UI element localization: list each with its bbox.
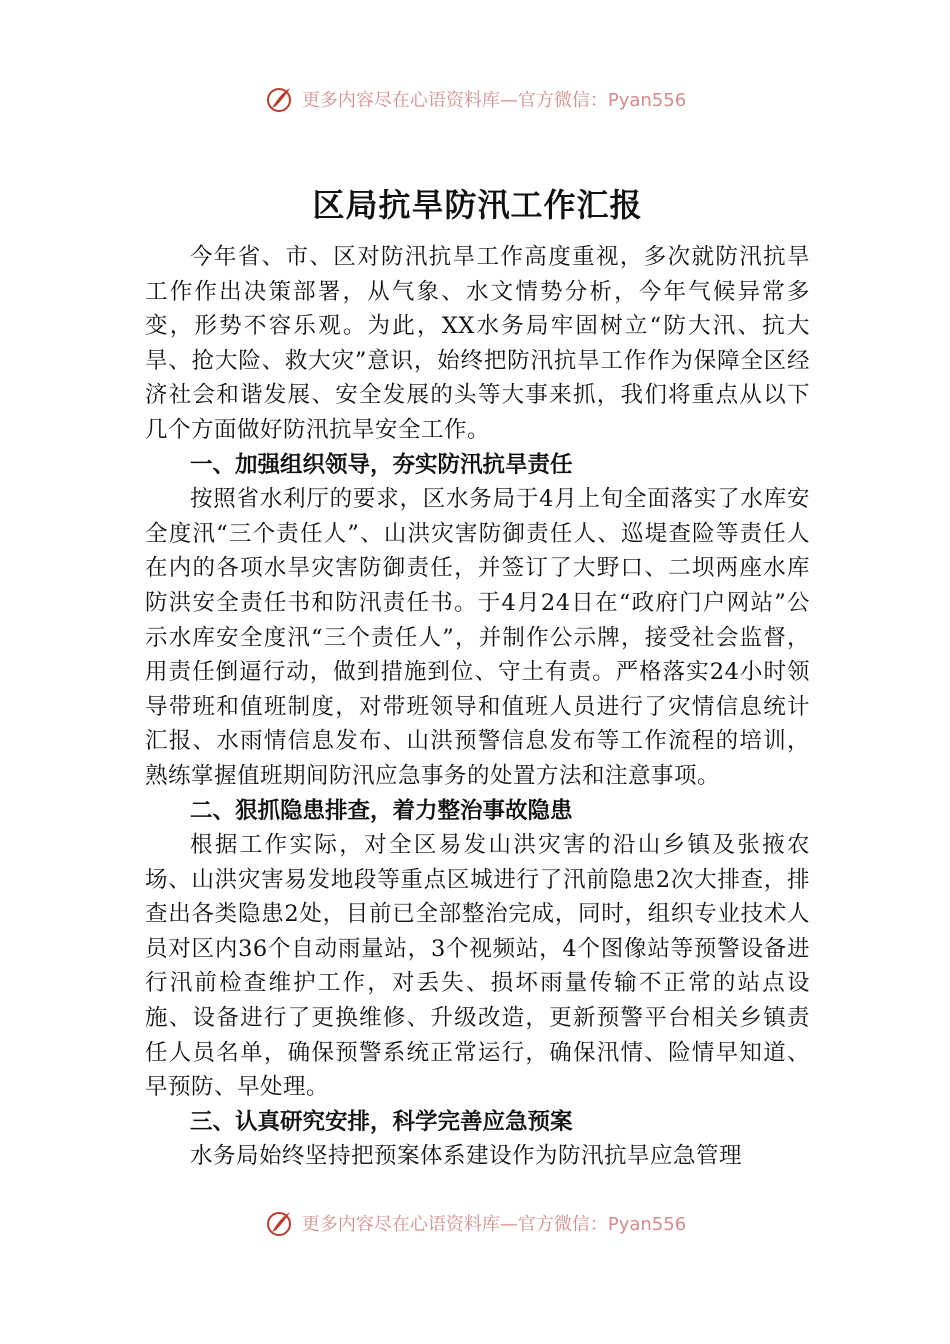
intro-paragraph: 今年省、市、区对防汛抗旱工作高度重视，多次就防汛抗旱工作作出决策部署，从气象、水文情势分析，今年气候异常多变，形势不容乐观。为此，XX水务局牢固树立“防大汛、抗大旱、抢大险、救大灾”意识，始终把防汛抗旱工作作为保障全区经济社会和谐发展、安全发展的头等大事来抓，我们将重点从以下几个方面做好防汛抗旱安全工作。 <box>145 244 810 443</box>
footer-watermark-text: 更多内容尽在心语资料库—官方微信：Pyan556 <box>301 1214 687 1235</box>
section-1-body: 按照省水利厅的要求，区水务局于4月上旬全面落实了水库安全度汛“三个责任人”、山洪灾害防御责任人、巡堤查险等责任人在内的各项水旱灾害防御责任，并签订了大野口、二坝两座水库防洪安全责任书和防汛责任书。于4月24日在“政府门户网站”公示水库安全度汛“三个责任人”，并制作公示牌，接受社会监督，用责任倒逼行动，做到措施到位、守土有责。严格落实24小时领导带班和值班制度，对带班领导和值班人员进行了灾情信息统计汇报、水雨情信息发布、山洪预警信息发布等工作流程的培训，熟练掌握值班期间防汛应急事务的处置方法和注意事项。 <box>145 486 810 789</box>
document-body <box>145 180 810 1252</box>
header-watermark-text: 更多内容尽在心语资料库—官方微信：Pyan556 <box>301 90 687 111</box>
section-3-heading: 三、认真研究安排，科学完善应急预案 <box>190 1108 573 1135</box>
footer-watermark <box>0 1208 950 1238</box>
section-3-body: 水务局始终坚持把预案体系建设作为防汛抗旱应急管理 <box>190 1143 743 1170</box>
document-content <box>145 240 810 1252</box>
section-2-heading: 二、狠抓隐患排查，着力整治事故隐患 <box>190 797 573 824</box>
document-title: 区局抗旱防汛工作汇报 <box>312 186 643 224</box>
header-watermark <box>0 84 950 114</box>
feather-pen-logo-icon <box>264 1208 294 1238</box>
section-1-heading: 一、加强组织领导，夯实防汛抗旱责任 <box>190 451 573 478</box>
section-2-body: 根据工作实际，对全区易发山洪灾害的沿山乡镇及张掖农场、山洪灾害易发地段等重点区城进行了汛前隐患2次大排查，排查出各类隐患2处，目前已全部整治完成，同时，组织专业技术人员对区内36个自动雨量站，3个视频站，4个图像站等预警设备进行汛前检查维护工作，对丢失、损坏雨量传输不正常的站点设施、设备进行了更换维修、升级改造，更新预警平台相关乡镇责任人员名单，确保预警系统正常运行，确保汛情、险情早知道、早预防、早处理。 <box>145 832 810 1101</box>
feather-pen-logo-icon <box>264 84 294 114</box>
